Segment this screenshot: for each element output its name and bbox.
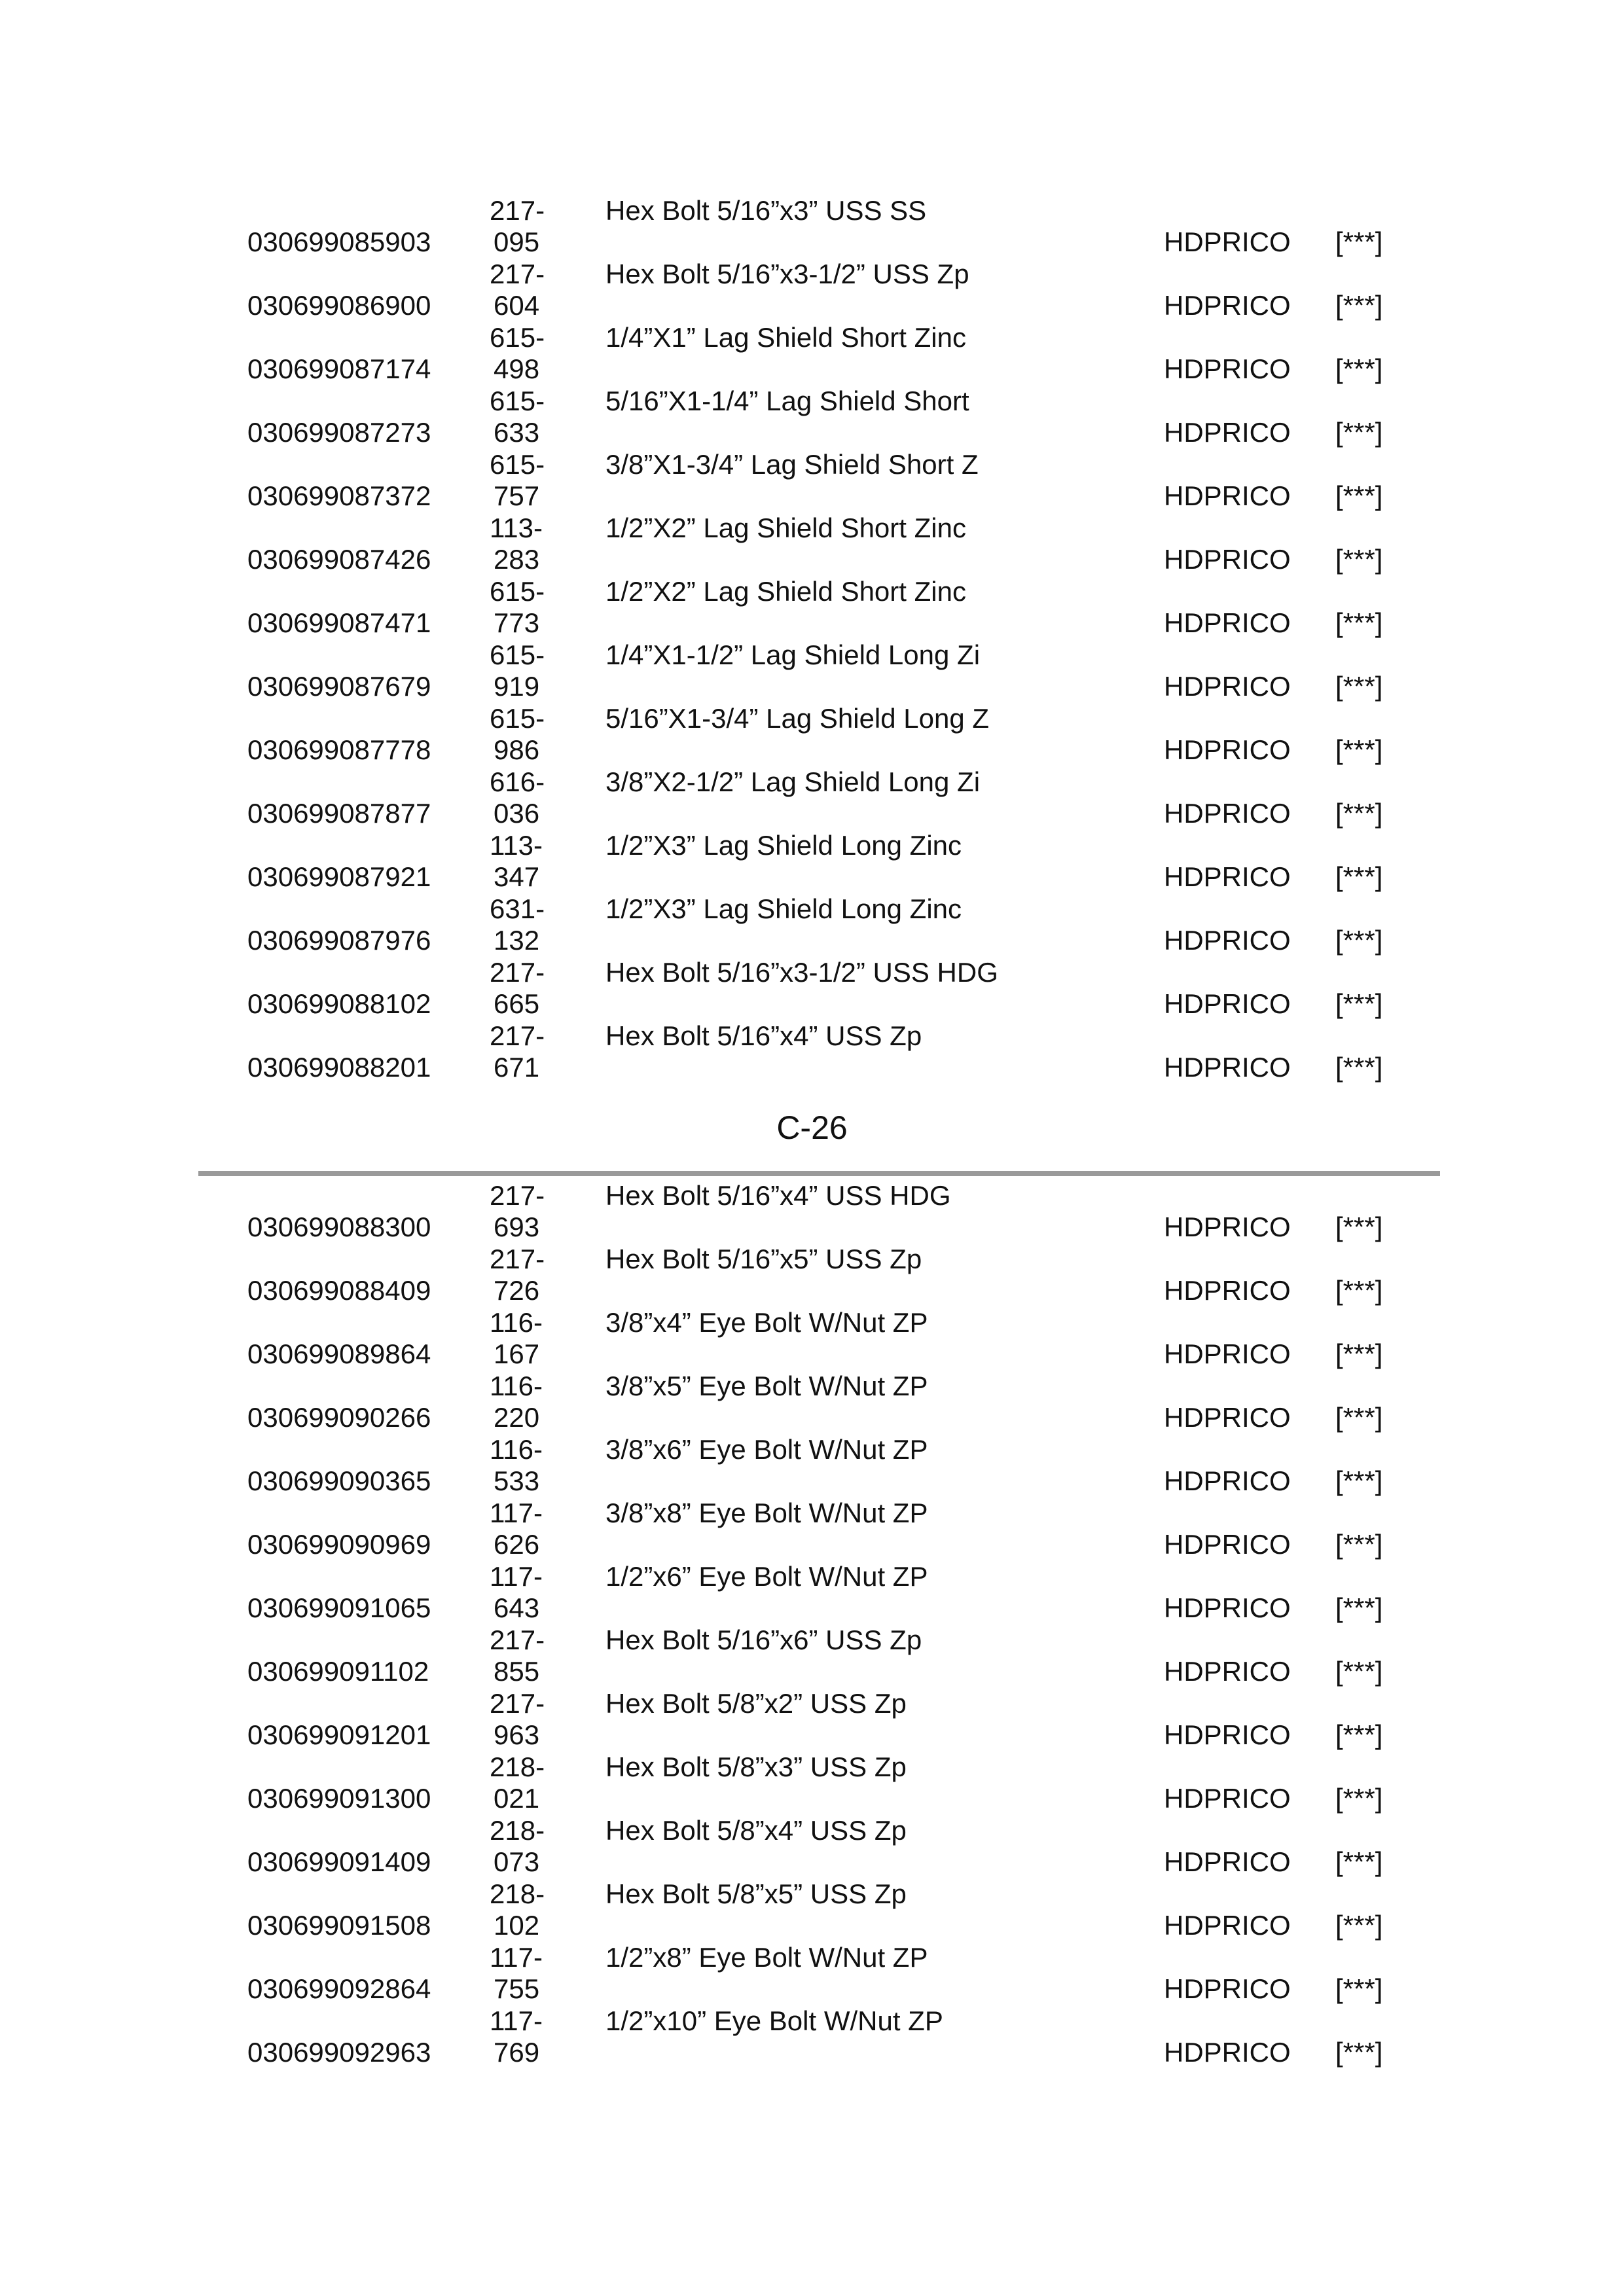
sku-suffix: 021 <box>494 1783 540 1814</box>
item-description: Hex Bolt 5/16”x3-1/2” USS Zp <box>605 259 969 289</box>
price-redacted: [***] <box>1335 1338 1383 1369</box>
vendor-code: HDPRICO <box>1164 798 1291 829</box>
sku-suffix: 986 <box>494 734 540 765</box>
item-description: 1/4”X1-1/2” Lag Shield Long Zi <box>605 639 981 670</box>
sku-suffix: 132 <box>494 925 540 956</box>
upc-code: 030699091201 <box>247 1719 431 1750</box>
vendor-code: HDPRICO <box>1164 1592 1291 1623</box>
table-row <box>0 322 1624 386</box>
table-row <box>0 2005 1624 2069</box>
sku-prefix: 615- <box>490 322 545 353</box>
sku-prefix: 113- <box>490 512 543 543</box>
sku-suffix: 665 <box>494 988 540 1019</box>
vendor-code: HDPRICO <box>1164 480 1291 511</box>
sku-prefix: 117- <box>490 1561 543 1592</box>
sku-suffix: 633 <box>494 417 540 448</box>
vendor-code: HDPRICO <box>1164 1846 1291 1877</box>
item-description: 3/8”X2-1/2” Lag Shield Long Zi <box>605 766 981 797</box>
product-list-section-1 <box>0 195 1624 1084</box>
item-description: Hex Bolt 5/8”x5” USS Zp <box>605 1878 907 1909</box>
table-row <box>0 1498 1624 1561</box>
item-description: 1/2”X2” Lag Shield Short Zinc <box>605 576 966 607</box>
upc-code: 030699091102 <box>247 1656 429 1687</box>
sku-prefix: 217- <box>490 957 545 988</box>
sku-suffix: 102 <box>494 1910 540 1941</box>
price-redacted: [***] <box>1335 1052 1383 1083</box>
table-row <box>0 1244 1624 1307</box>
price-redacted: [***] <box>1335 1656 1383 1687</box>
sku-prefix: 217- <box>490 1624 545 1655</box>
table-row <box>0 1878 1624 1942</box>
upc-code: 030699087273 <box>247 417 431 448</box>
sku-suffix: 167 <box>494 1338 540 1369</box>
table-row <box>0 830 1624 893</box>
item-description: 1/4”X1” Lag Shield Short Zinc <box>605 322 966 353</box>
price-redacted: [***] <box>1335 1846 1383 1877</box>
vendor-code: HDPRICO <box>1164 417 1291 448</box>
table-row <box>0 386 1624 449</box>
item-description: Hex Bolt 5/16”x6” USS Zp <box>605 1624 922 1655</box>
upc-code: 030699085903 <box>247 226 431 257</box>
sku-prefix: 218- <box>490 1815 545 1846</box>
upc-code: 030699087976 <box>247 925 431 956</box>
upc-code: 030699088409 <box>247 1275 431 1306</box>
item-description: 3/8”x8” Eye Bolt W/Nut ZP <box>605 1498 928 1528</box>
sku-prefix: 116- <box>490 1371 543 1401</box>
price-redacted: [***] <box>1335 1592 1383 1623</box>
item-description: 1/2”x10” Eye Bolt W/Nut ZP <box>605 2005 943 2036</box>
table-row <box>0 1180 1624 1244</box>
price-redacted: [***] <box>1335 671 1383 702</box>
sku-suffix: 347 <box>494 861 540 892</box>
sku-prefix: 217- <box>490 195 545 226</box>
upc-code: 030699090969 <box>247 1529 431 1560</box>
vendor-code: HDPRICO <box>1164 1656 1291 1687</box>
sku-suffix: 283 <box>494 544 540 575</box>
vendor-code: HDPRICO <box>1164 1052 1291 1083</box>
upc-code: 030699089864 <box>247 1338 431 1369</box>
price-redacted: [***] <box>1335 1211 1383 1242</box>
price-redacted: [***] <box>1335 2037 1383 2068</box>
upc-code: 030699087778 <box>247 734 431 765</box>
table-row <box>0 512 1624 576</box>
sku-suffix: 220 <box>494 1402 540 1433</box>
page-divider <box>198 1171 1440 1176</box>
item-description: 1/2”X2” Lag Shield Short Zinc <box>605 512 966 543</box>
price-redacted: [***] <box>1335 1465 1383 1496</box>
vendor-code: HDPRICO <box>1164 1529 1291 1560</box>
vendor-code: HDPRICO <box>1164 607 1291 638</box>
table-row <box>0 957 1624 1020</box>
price-redacted: [***] <box>1335 734 1383 765</box>
table-row <box>0 449 1624 512</box>
table-row <box>0 1815 1624 1878</box>
item-description: 1/2”X3” Lag Shield Long Zinc <box>605 893 962 924</box>
item-description: Hex Bolt 5/8”x2” USS Zp <box>605 1688 907 1719</box>
price-redacted: [***] <box>1335 925 1383 956</box>
item-description: 5/16”X1-3/4” Lag Shield Long Z <box>605 703 990 734</box>
table-row <box>0 1688 1624 1751</box>
price-redacted: [***] <box>1335 226 1383 257</box>
sku-suffix: 757 <box>494 480 540 511</box>
vendor-code: HDPRICO <box>1164 2037 1291 2068</box>
sku-suffix: 919 <box>494 671 540 702</box>
table-row <box>0 893 1624 957</box>
vendor-code: HDPRICO <box>1164 1402 1291 1433</box>
item-description: 3/8”x6” Eye Bolt W/Nut ZP <box>605 1434 928 1465</box>
upc-code: 030699087471 <box>247 607 431 638</box>
price-redacted: [***] <box>1335 1402 1383 1433</box>
vendor-code: HDPRICO <box>1164 226 1291 257</box>
vendor-code: HDPRICO <box>1164 544 1291 575</box>
sku-prefix: 116- <box>490 1307 543 1338</box>
price-redacted: [***] <box>1335 607 1383 638</box>
item-description: Hex Bolt 5/16”x3” USS SS <box>605 195 927 226</box>
vendor-code: HDPRICO <box>1164 1783 1291 1814</box>
table-row <box>0 766 1624 830</box>
vendor-code: HDPRICO <box>1164 671 1291 702</box>
item-description: Hex Bolt 5/16”x4” USS Zp <box>605 1020 922 1051</box>
table-row <box>0 1434 1624 1498</box>
sku-prefix: 615- <box>490 386 545 416</box>
sku-suffix: 626 <box>494 1529 540 1560</box>
sku-suffix: 773 <box>494 607 540 638</box>
upc-code: 030699087679 <box>247 671 431 702</box>
upc-code: 030699092864 <box>247 1973 431 2004</box>
price-redacted: [***] <box>1335 988 1383 1019</box>
upc-code: 030699086900 <box>247 290 431 321</box>
item-description: Hex Bolt 5/16”x3-1/2” USS HDG <box>605 957 998 988</box>
sku-suffix: 769 <box>494 2037 540 2068</box>
sku-prefix: 631- <box>490 893 545 924</box>
sku-prefix: 217- <box>490 1180 545 1211</box>
price-redacted: [***] <box>1335 353 1383 384</box>
price-redacted: [***] <box>1335 1719 1383 1750</box>
table-row <box>0 1371 1624 1434</box>
sku-prefix: 117- <box>490 1498 543 1528</box>
upc-code: 030699087921 <box>247 861 431 892</box>
sku-prefix: 116- <box>490 1434 543 1465</box>
item-description: Hex Bolt 5/8”x4” USS Zp <box>605 1815 907 1846</box>
vendor-code: HDPRICO <box>1164 734 1291 765</box>
upc-code: 030699092963 <box>247 2037 431 2068</box>
upc-code: 030699087426 <box>247 544 431 575</box>
upc-code: 030699090365 <box>247 1465 431 1496</box>
upc-code: 030699091300 <box>247 1783 431 1814</box>
price-redacted: [***] <box>1335 1973 1383 2004</box>
upc-code: 030699091065 <box>247 1592 431 1623</box>
vendor-code: HDPRICO <box>1164 290 1291 321</box>
table-row <box>0 1751 1624 1815</box>
item-description: 3/8”x4” Eye Bolt W/Nut ZP <box>605 1307 928 1338</box>
sku-prefix: 615- <box>490 703 545 734</box>
vendor-code: HDPRICO <box>1164 861 1291 892</box>
upc-code: 030699087877 <box>247 798 431 829</box>
sku-suffix: 963 <box>494 1719 540 1750</box>
item-description: Hex Bolt 5/16”x4” USS HDG <box>605 1180 951 1211</box>
table-row <box>0 1561 1624 1624</box>
sku-prefix: 616- <box>490 766 545 797</box>
vendor-code: HDPRICO <box>1164 988 1291 1019</box>
table-row <box>0 1624 1624 1688</box>
sku-suffix: 671 <box>494 1052 540 1083</box>
upc-code: 030699088102 <box>247 988 431 1019</box>
vendor-code: HDPRICO <box>1164 353 1291 384</box>
sku-suffix: 095 <box>494 226 540 257</box>
item-description: 3/8”X1-3/4” Lag Shield Short Z <box>605 449 979 480</box>
sku-prefix: 113- <box>490 830 543 861</box>
upc-code: 030699091508 <box>247 1910 431 1941</box>
table-row <box>0 703 1624 766</box>
sku-suffix: 073 <box>494 1846 540 1877</box>
sku-prefix: 615- <box>490 639 545 670</box>
sku-prefix: 117- <box>490 1942 543 1973</box>
upc-code: 030699091409 <box>247 1846 431 1877</box>
sku-prefix: 217- <box>490 1688 545 1719</box>
sku-suffix: 498 <box>494 353 540 384</box>
upc-code: 030699088201 <box>247 1052 431 1083</box>
product-list-section-2 <box>0 1180 1624 2069</box>
sku-suffix: 643 <box>494 1592 540 1623</box>
item-description: Hex Bolt 5/16”x5” USS Zp <box>605 1244 922 1274</box>
sku-suffix: 855 <box>494 1656 540 1687</box>
price-redacted: [***] <box>1335 480 1383 511</box>
item-description: 1/2”x8” Eye Bolt W/Nut ZP <box>605 1942 928 1973</box>
sku-suffix: 726 <box>494 1275 540 1306</box>
item-description: 1/2”X3” Lag Shield Long Zinc <box>605 830 962 861</box>
vendor-code: HDPRICO <box>1164 1973 1291 2004</box>
sku-prefix: 615- <box>490 449 545 480</box>
sku-prefix: 217- <box>490 259 545 289</box>
sku-prefix: 218- <box>490 1751 545 1782</box>
price-redacted: [***] <box>1335 1275 1383 1306</box>
item-description: 1/2”x6” Eye Bolt W/Nut ZP <box>605 1561 928 1592</box>
price-redacted: [***] <box>1335 1783 1383 1814</box>
vendor-code: HDPRICO <box>1164 1338 1291 1369</box>
item-description: 5/16”X1-1/4” Lag Shield Short <box>605 386 969 416</box>
sku-suffix: 755 <box>494 1973 540 2004</box>
sku-prefix: 117- <box>490 2005 543 2036</box>
table-row <box>0 1307 1624 1371</box>
table-row <box>0 195 1624 259</box>
upc-code: 030699087174 <box>247 353 431 384</box>
sku-suffix: 693 <box>494 1211 540 1242</box>
price-redacted: [***] <box>1335 861 1383 892</box>
sku-suffix: 604 <box>494 290 540 321</box>
table-row <box>0 259 1624 322</box>
vendor-code: HDPRICO <box>1164 1211 1291 1242</box>
vendor-code: HDPRICO <box>1164 925 1291 956</box>
sku-suffix: 533 <box>494 1465 540 1496</box>
sku-suffix: 036 <box>494 798 540 829</box>
price-redacted: [***] <box>1335 417 1383 448</box>
upc-code: 030699088300 <box>247 1211 431 1242</box>
vendor-code: HDPRICO <box>1164 1465 1291 1496</box>
price-redacted: [***] <box>1335 290 1383 321</box>
table-row <box>0 1020 1624 1084</box>
sku-prefix: 217- <box>490 1244 545 1274</box>
sku-prefix: 615- <box>490 576 545 607</box>
upc-code: 030699090266 <box>247 1402 431 1433</box>
price-redacted: [***] <box>1335 544 1383 575</box>
price-redacted: [***] <box>1335 798 1383 829</box>
item-description: Hex Bolt 5/8”x3” USS Zp <box>605 1751 907 1782</box>
vendor-code: HDPRICO <box>1164 1275 1291 1306</box>
upc-code: 030699087372 <box>247 480 431 511</box>
vendor-code: HDPRICO <box>1164 1910 1291 1941</box>
price-redacted: [***] <box>1335 1529 1383 1560</box>
sku-prefix: 217- <box>490 1020 545 1051</box>
table-row <box>0 1942 1624 2005</box>
page-number: C-26 <box>776 1109 848 1146</box>
vendor-code: HDPRICO <box>1164 1719 1291 1750</box>
price-redacted: [***] <box>1335 1910 1383 1941</box>
item-description: 3/8”x5” Eye Bolt W/Nut ZP <box>605 1371 928 1401</box>
table-row <box>0 576 1624 639</box>
sku-prefix: 218- <box>490 1878 545 1909</box>
table-row <box>0 639 1624 703</box>
